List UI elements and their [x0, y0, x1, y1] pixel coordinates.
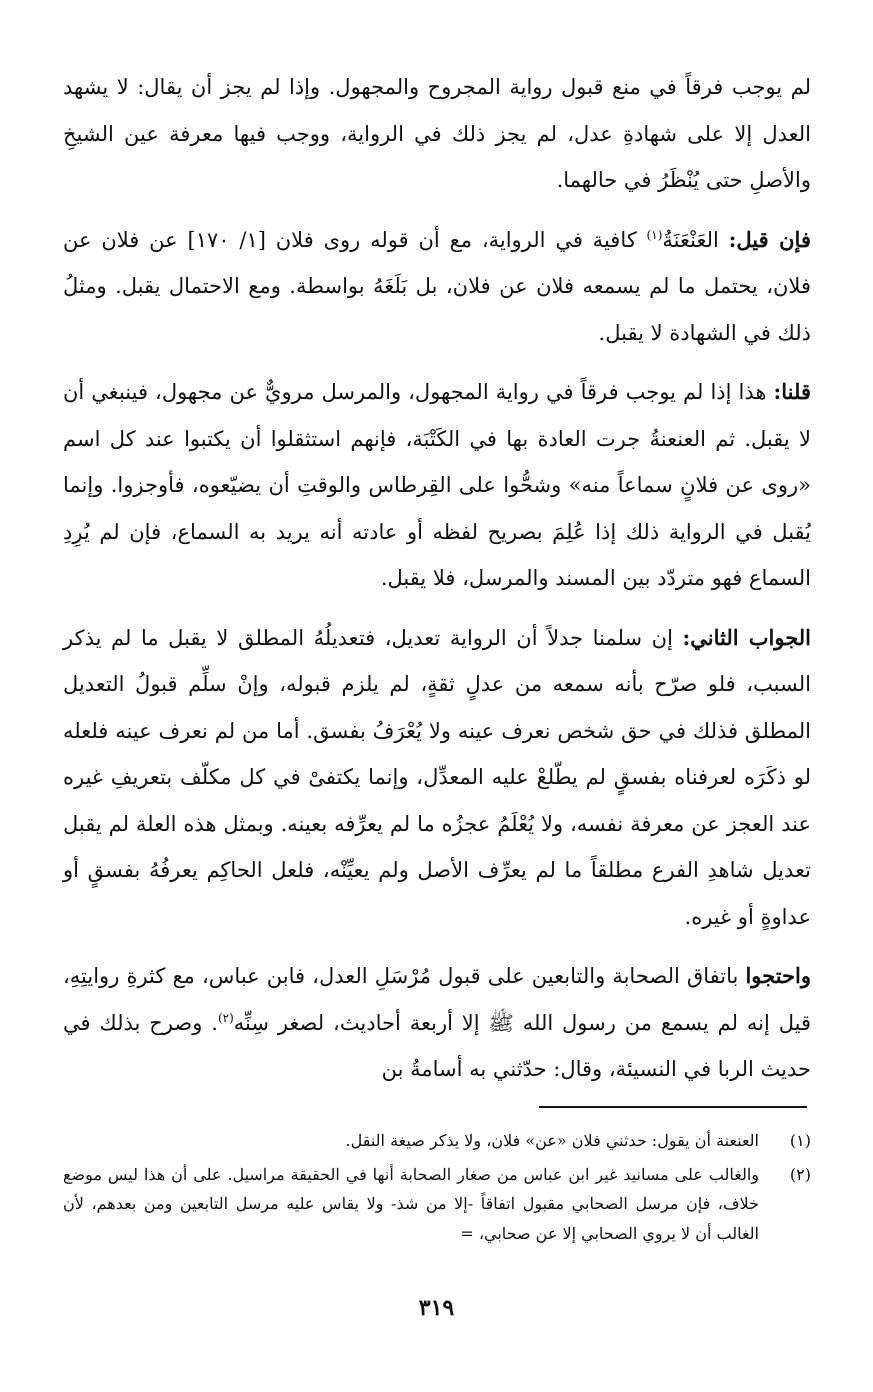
- paragraph-text: لم يوجب فرقاً في منع قبول رواية المجروح والمجهول. وإذا لم يجز أن يقال: لا يشهد العدل إلا على شهادةِ عدل، لم يجز ذلك في الرواية، ووجب فيها معرفة عين الشيخِ والأصلِ حتى يُنْظَرُ في حالهما.: [63, 75, 811, 192]
- paragraph-3: [63, 369, 811, 602]
- paragraph-text-continued: كافية في الرواية، مع أن قوله روى فلان [١/ ١٧٠] عن فلان عن فلان، يحتمل ما لم يسمعه فلان عن فلان، بل بَلَغَهُ بواسطة. ومع الاحتمال يقبل. ومثلُ ذلك في الشهادة لا يقبل.: [63, 227, 811, 345]
- paragraph-lead: فإن قيل:: [728, 226, 811, 252]
- paragraph-text: باتفاق الصحابة والتابعين على قبول مُرْسَلِ العدل، فابن عباس، مع كثرةِ روايتِهِ، قيل إنه لم يسمع من رسول الله ﷺ إلا أربعة أحاديث، لصغر سِنِّه: [63, 964, 811, 1035]
- paragraph-lead: الجواب الثاني:: [682, 624, 811, 650]
- footnote-number: (١): [789, 1131, 811, 1150]
- footnote-marker-2[interactable]: (٢): [217, 1010, 234, 1025]
- footnote-separator: [539, 1106, 807, 1108]
- page-number: ٣١٩: [418, 1295, 455, 1321]
- footnote-2: [63, 1160, 811, 1249]
- paragraph-text-continued: . وصرح بذلك في حديث الربا في النسيئة، وقال: حدّثني به أسامةُ بن: [63, 1010, 811, 1081]
- footnote-text: والغالب على مسانيد غير ابن عباس من صغار الصحابة أنها في الحقيقة مراسيل. على أن هذا ليس موضع خلاف، فإن مرسل الصحابي مقبول اتفاقاً -إلا من شذ- ولا يقاس عليه مرسل التابعين ومن بعدهم، لأن الغالب أن لا يروي الصحابي إلا عن صحابي، =: [63, 1164, 759, 1243]
- main-text: [63, 64, 811, 1106]
- paragraph-4: [63, 615, 811, 941]
- footnote-marker-1[interactable]: (١): [646, 227, 663, 242]
- paragraph-1: [63, 64, 811, 204]
- paragraph-text: إن سلمنا جدلاً أن الرواية تعديل، فتعديلُهُ المطلق لا يقبل ما لم يذكر السبب، فلو صرّح بأنه سمعه من عدلٍ ثقةٍ، لم يلزم قبوله، وإنْ سلِّم قبولُ التعديل المطلق فذلك في حق شخص نعرف عينه ولا يُعْرَفُ بفسق. أما من لم نعرف عينه فلعله لو ذكَرَه لعرفناه بفسقٍ لم يطّلعْ عليه المعدِّل، وإنما يكتفىْ في كل مكلّف بتعريفِ غيره عند العجز عن معرفة نفسه، ولا يُعْلَمُ عجزُه ما لم يعرِّفه بعينه. وبمثل هذه العلة لم يقبل تعديل شاهدِ الفرع مطلقاً ما لم يعرِّف الأصل ولم يعيِّنْه، فلعل الحاكِم يعرفُهُ بفسقٍ أو عداوةٍ أو غيره.: [63, 625, 811, 929]
- footnote-text: العنعنة أن يقول: حدثني فلان «عن» فلان، ولا يذكر صيغة النقل.: [345, 1131, 759, 1150]
- footnotes: [63, 1126, 811, 1252]
- footnote-1: [63, 1126, 811, 1156]
- paragraph-text: هذا إذا لم يوجب فرقاً في رواية المجهول، والمرسل مرويٌّ عن مجهول، فينبغي أن لا يقبل. ثم العنعنةُ جرت العادة بها في الكَتْبَة، فإنهم استثقلوا أن يكتبوا عند كل اسم «روى عن فلانٍ سماعاً منه» وشحُّوا على القِرطاس والوقتِ أن يضيّعوه، فأوجزوا. وإنما يُقبل في الرواية ذلك إذا عُلِمَ بصريح لفظه أو عادته أنه يريد به السماع، فإن لم يُرِدِ السماع فهو متردّد بين المسند والمرسل، فلا يقبل.: [63, 380, 811, 590]
- paragraph-5: [63, 953, 811, 1093]
- paragraph-lead: واحتجوا: [745, 963, 811, 988]
- footnote-number: (٢): [789, 1164, 811, 1184]
- paragraph-lead: قلنا:: [773, 379, 811, 404]
- paragraph-2: [63, 217, 811, 357]
- paragraph-text: العَنْعَنَةُ: [662, 227, 729, 252]
